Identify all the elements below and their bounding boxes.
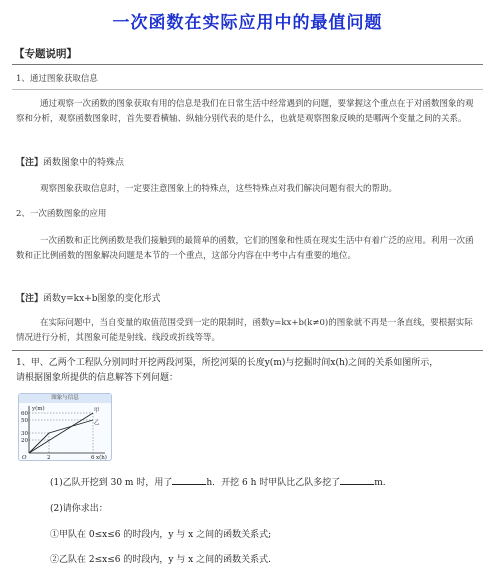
question-1-part-b: h．开挖 6 h 时甲队比乙队多挖了 [206, 478, 341, 488]
question-1-part-c: m. [374, 478, 386, 488]
origin-label: O [22, 455, 27, 460]
note-2 [16, 292, 160, 306]
note-2-text: 函数y=kx+b图象的变化形式 [43, 294, 161, 304]
note-1-label: 【注】 [16, 158, 44, 168]
section-1-paragraph: 通过观察一次函数的图象获取有用的信息是我们在日常生活中经常遇到的问题，要掌握这个重点在于对函数图象的观察和分析，观察函数图象时，首先要看横轴、纵轴分别代表的是什么，也就是观察图象反映的是哪两个变量之间的关系。 [16, 99, 474, 124]
divider [12, 350, 483, 351]
series-yi-label: 乙 [94, 420, 100, 426]
section-2-paragraph-2: 在实际问题中，当自变量的取值范围受到一定的限制时，函数y=kx+b(k≠0)的图象就不再是一条直线，要根据实际情况进行分析，其图象可能是射线、线段或折线等等。 [16, 318, 473, 343]
y-axis-label: y(m) [32, 406, 45, 412]
section-1-paragraph-2: 观察图象获取信息时，一定要注意图象上的特殊点，这些特殊点对我们解决问题有很大的帮助。 [40, 184, 398, 194]
question-2-sub-2: ②乙队在 2≤x≤6 的时段内，y 与 x 之间的函数关系式. [50, 555, 271, 565]
problem-line-1: 1、甲、乙两个工程队分别同时开挖两段河渠，所挖河渠的长度y(m)与挖掘时间x(h)之间的关系如图所示， [16, 358, 439, 368]
note-1-text: 函数图象中的特殊点 [43, 158, 125, 168]
x-tick: 2 [47, 455, 51, 460]
problem-statement [16, 356, 486, 386]
divider [12, 64, 483, 65]
series-jia-label: 甲 [94, 408, 100, 414]
section-2-heading: 2、一次函数图象的应用 [16, 209, 107, 219]
answer-blank-1 [172, 475, 206, 485]
y-tick: 50 [21, 418, 28, 424]
section-label: 【专题说明】 [14, 48, 77, 60]
question-1 [50, 475, 386, 488]
figure-header: 图象与信息 [19, 394, 111, 403]
problem-line-2: 请根据图象所提供的信息解答下列问题： [16, 373, 179, 383]
divider [12, 89, 483, 90]
note-1 [16, 156, 124, 170]
problem-figure [18, 393, 112, 461]
page-title: 一次函数在实际应用中的最值问题 [112, 13, 383, 33]
y-tick: 20 [21, 438, 28, 444]
series-yi-line [29, 420, 93, 453]
section-1-heading: 1、通过图象获取信息 [16, 74, 98, 84]
y-tick: 60 [21, 411, 28, 417]
question-2-sub-1: ①甲队在 0≤x≤6 的时段内，y 与 x 之间的函数关系式; [50, 530, 272, 540]
x-axis-label: x(h) [96, 455, 107, 460]
section-2-paragraph: 一次函数和正比例函数是我们接触到的最简单的函数，它们的图象和性质在现实生活中有着广泛的应用。利用一次函数和正比例函数的图象解决问题是本节的一个重点，这部分内容在中考中占有重要的地位。 [16, 236, 474, 261]
figure-graph [19, 403, 111, 460]
note-2-label: 【注】 [16, 294, 44, 304]
x-tick: 6 [91, 455, 95, 460]
question-2: (2)请你求出： [50, 504, 108, 514]
y-tick: 30 [21, 431, 28, 437]
answer-blank-2 [340, 475, 374, 485]
question-1-part-a: (1)乙队开挖到 30 m 时，用了 [50, 478, 173, 488]
